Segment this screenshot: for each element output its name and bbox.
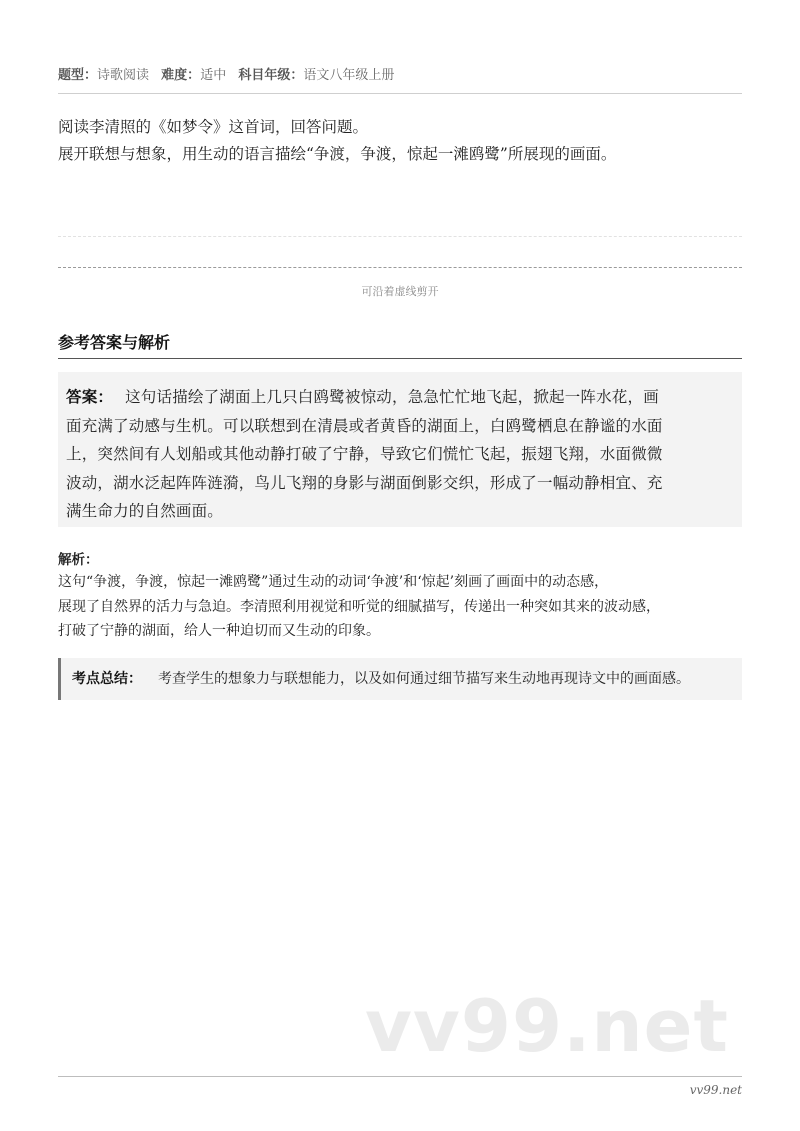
- answer-line: 面充满了动感与生机。可以联想到在清晨或者黄昏的湖面上，白鸥鹭栖息在静谧的水面: [66, 416, 663, 435]
- question-meta: [58, 64, 402, 83]
- summary-box: [58, 658, 742, 700]
- difficulty-value: 适中: [200, 68, 227, 83]
- footer-site: vv99.net: [689, 1083, 742, 1097]
- type-label: 题型：: [58, 68, 98, 83]
- analysis-text: [58, 570, 748, 644]
- difficulty-label: 难度：: [161, 68, 201, 83]
- summary-label: 考点总结：: [72, 671, 142, 687]
- question-line-1: 阅读李清照的《如梦令》这首词，回答问题。: [58, 118, 369, 136]
- section-title: 参考答案与解析: [58, 333, 171, 352]
- analysis-line: 展现了自然界的活力与急迫。李清照利用视觉和听觉的细腻描写，传递出一种突如其来的波动感，: [58, 598, 660, 615]
- analysis-line: 打破了宁静的湖面，给人一种迫切而又生动的印象。: [58, 623, 380, 639]
- header-divider: [58, 93, 742, 94]
- watermark: vv99.net: [365, 984, 729, 1068]
- type-value: 诗歌阅读: [97, 68, 150, 83]
- subject-value: 语文八年级上册: [303, 68, 395, 83]
- cut-line: [58, 267, 742, 268]
- question-line-2: 展开联想与想象，用生动的语言描绘“争渡，争渡，惊起一滩鸥鹭”所展现的画面。: [58, 145, 617, 163]
- answer-label: 答案：: [66, 388, 114, 406]
- answer-line-text: 这句话描绘了湖面上几只白鸥鹭被惊动，急急忙忙地飞起，掀起一阵水花，画: [125, 388, 659, 406]
- summary-text: 考查学生的想象力与联想能力，以及如何通过细节描写来生动地再现诗文中的画面感。: [158, 671, 690, 687]
- answer-space-line: [58, 236, 742, 237]
- analysis-line: 这句“争渡，争渡，惊起一滩鸥鹭”通过生动的动词‘争渡’和‘惊起’刻画了画面中的动态感，: [58, 574, 609, 590]
- answer-line: [66, 383, 734, 412]
- answer-box: [58, 372, 742, 527]
- answer-line: 波动，湖水泛起阵阵涟漪，鸟儿飞翔的身影与湖面倒影交织，形成了一幅动静相宜、充: [66, 473, 663, 492]
- analysis-label: 解析：: [58, 552, 99, 568]
- answer-line: 上，突然间有人划船或其他动静打破了宁静，导致它们慌忙飞起，振翅飞翔，水面微微: [66, 445, 663, 464]
- section-divider: [58, 358, 742, 359]
- question-text: [58, 114, 748, 168]
- cut-hint: 可沿着虚线剪开: [361, 285, 439, 298]
- footer-divider: [58, 1076, 742, 1077]
- subject-label: 科目年级：: [238, 68, 304, 83]
- answer-line: 满生命力的自然画面。: [66, 502, 224, 521]
